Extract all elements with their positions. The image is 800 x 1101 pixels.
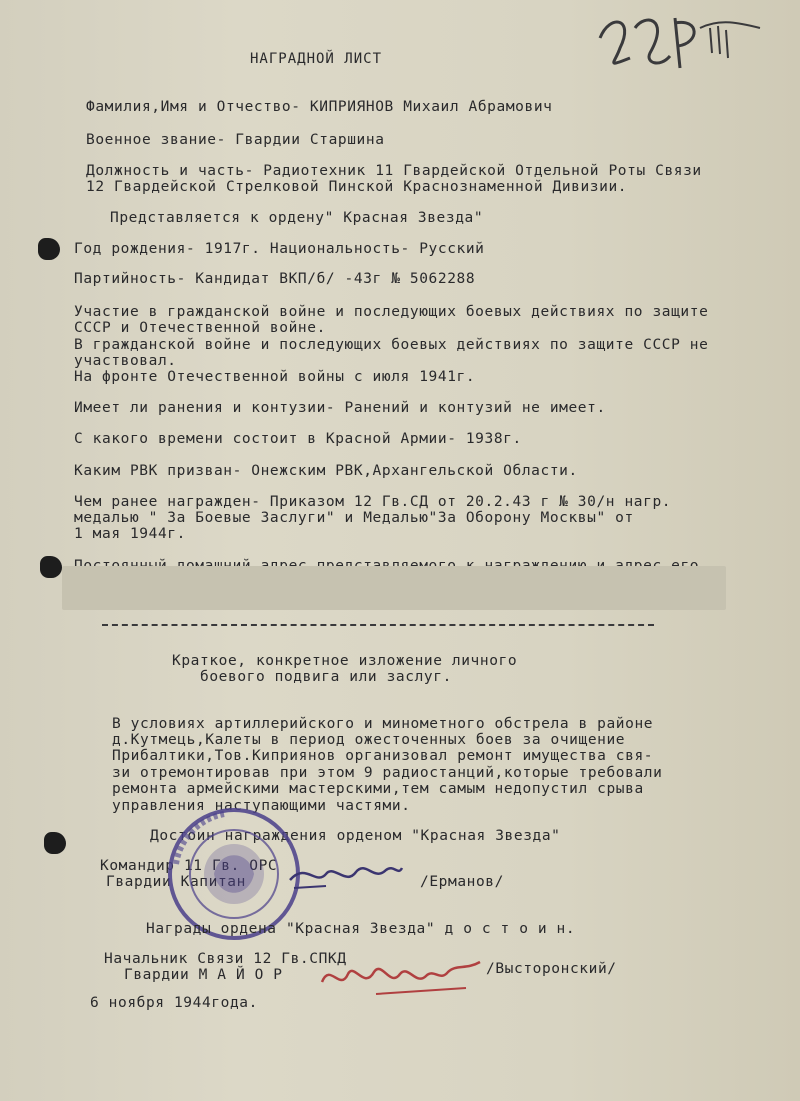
commander-line-2: Гвардии Капитан xyxy=(106,874,246,890)
summary-heading-2: боевого подвига или заслуг. xyxy=(200,669,452,685)
chief-name: /Высторонский/ xyxy=(486,961,617,977)
feat-line-6: управления наступающими частями. xyxy=(112,798,411,814)
civil-war-line-1: Участие в гражданской войне и последующих боевых действиях по защите xyxy=(74,304,709,320)
wounds-line: Имеет ли ранения и контузии- Ранений и контузий не имеет. xyxy=(74,400,606,416)
rvk-line: Каким РВК призван- Онежским РВК,Архангельской Области. xyxy=(74,463,578,479)
feat-line-5: ремонта армейскими мастерскими,тем самым недопустил срыва xyxy=(112,781,644,797)
position-line-2: 12 Гвардейской Стрелковой Пинской Краснознаменной Дивизии. xyxy=(86,179,628,195)
worthy-line: Достоин награждения орденом "Красная Звезда" xyxy=(150,828,561,844)
presented-line: Представляется к ордену" Красная Звезда" xyxy=(110,210,484,226)
rank-line: Военное звание- Гвардии Старшина xyxy=(86,132,385,148)
previous-awards-line-2: медалью " За Боевые Заслуги" и Медалью"За Оборону Москвы" от xyxy=(74,510,634,526)
party-line: Партийность- Кандидат ВКП/б/ -43г № 5062288 xyxy=(74,271,476,287)
chief-signature xyxy=(316,952,486,1002)
previous-awards-line-1: Чем ранее награжден- Приказом 12 Гв.СД от 20.2.43 г № 30/н нагр. xyxy=(74,494,672,510)
civil-war-line-4: участвовал. xyxy=(74,353,177,369)
position-line-1: Должность и часть- Радиотехник 11 Гвардейской Отдельной Роты Связи xyxy=(86,163,702,179)
feat-line-1: В условиях артиллерийского и минометного обстрела в районе xyxy=(112,716,654,732)
punch-hole-bottom xyxy=(44,832,66,854)
commander-signature xyxy=(286,856,406,896)
punch-hole-middle xyxy=(40,556,62,578)
birth-line: Год рождения- 1917г. Национальность- Русский xyxy=(74,241,485,257)
commander-line-1: Командир 11 Гв. ОРС xyxy=(100,858,278,874)
civil-war-line-2: СССР и Отечественной войне. xyxy=(74,320,326,336)
feat-line-3: Прибалтики,Тов.Киприянов организовал ремонт имущества свя- xyxy=(112,748,654,764)
army-since-line: С какого времени состоит в Красной Армии- 1938г. xyxy=(74,431,522,447)
punch-hole-top xyxy=(38,238,60,260)
document-title: НАГРАДНОЙ ЛИСТ xyxy=(250,51,383,67)
summary-heading-1: Краткое, конкретное изложение личного xyxy=(172,653,518,669)
section-divider xyxy=(102,624,654,626)
commander-name: /Ерманов/ xyxy=(420,874,504,890)
archive-handwritten-number xyxy=(590,8,780,88)
feat-line-4: зи отремонтировав при этом 9 радиостанций,которые требовали xyxy=(112,765,663,781)
full-name-line: Фамилия,Имя и Отчество- КИПРИЯНОВ Михаил Абрамович xyxy=(86,99,553,115)
date-line: 6 ноября 1944года. xyxy=(90,995,258,1011)
chief-line-1: Начальник Связи 12 Гв.СПКД xyxy=(104,951,347,967)
civil-war-line-3: В гражданской войне и последующих боевых действиях по защите СССР не xyxy=(74,337,709,353)
previous-awards-line-3: 1 мая 1944г. xyxy=(74,526,186,542)
chief-line-2: Гвардии М А Й О Р xyxy=(124,967,283,983)
feat-line-2: д.Кутмець,Калеты в период ожесточенных боев за очищение xyxy=(112,732,626,748)
redacted-address-block xyxy=(62,566,726,610)
front-line: На фронте Отечественной войны с июля 1941г. xyxy=(74,369,476,385)
award-worthy-line: Награды ордена "Красная Звезда" д о с т о и н. xyxy=(146,921,576,937)
